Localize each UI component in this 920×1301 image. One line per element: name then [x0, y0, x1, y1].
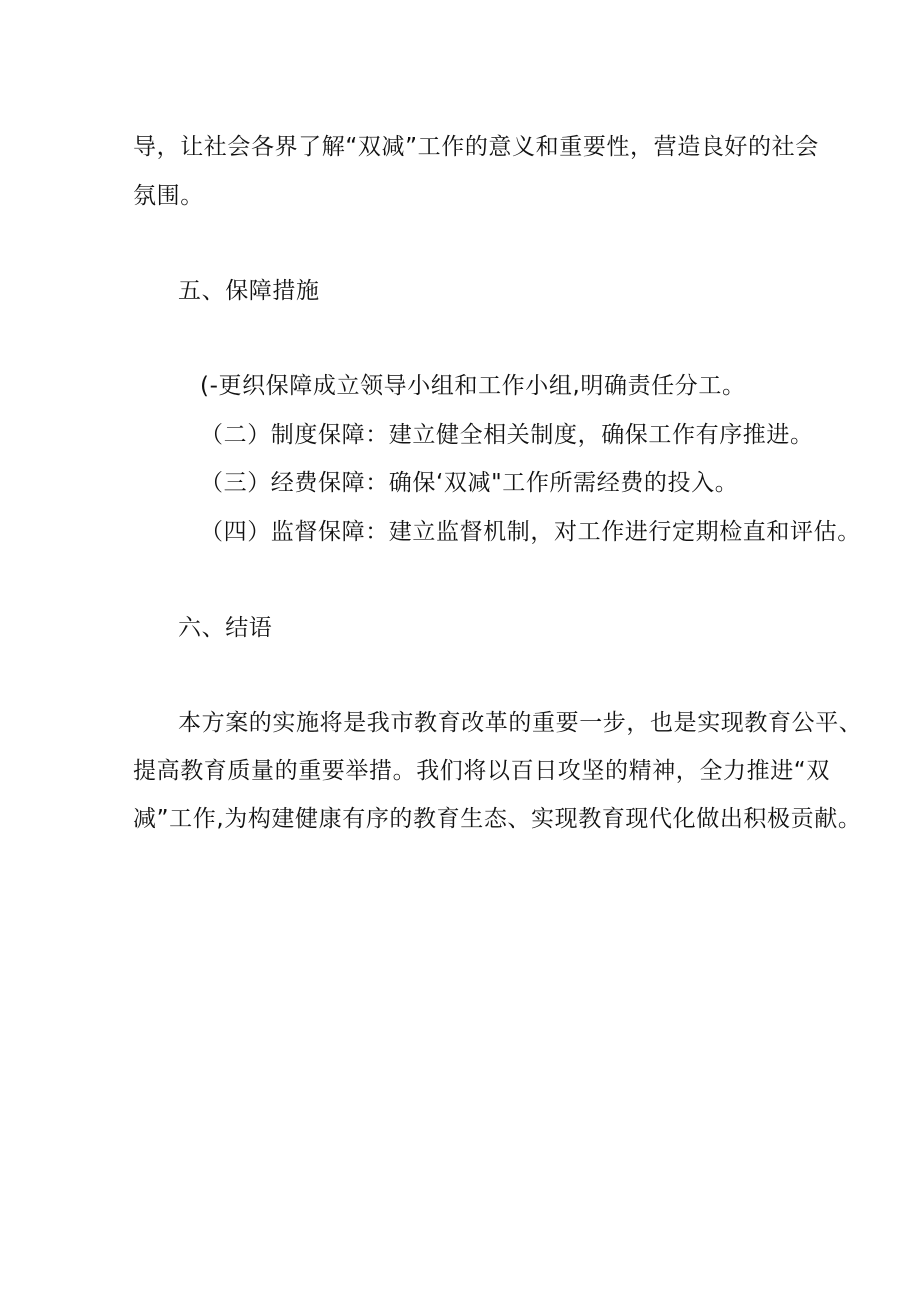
paragraph-line: 氛围。	[133, 183, 204, 209]
list-item: （四）监督保障：建立监督机制，对工作进行定期检直和评估。	[200, 519, 861, 545]
paragraph-line: 减”工作,为构建健康有序的教育生态、实现教育现代化做出积极贡献。	[133, 806, 862, 832]
paragraph-line: 本方案的实施将是我市教育改革的重要一步，也是实现教育公平、	[178, 710, 863, 736]
list-item: （三）经费保障：确保‘双减"工作所需经费的投入。	[200, 470, 739, 496]
paragraph-line: 提高教育质量的重要举措。我们将以百日攻坚的精神，全力推进“双	[133, 758, 830, 784]
list-item: (-更织保障成立领导小组和工作小组,明确责任分工。	[200, 373, 746, 399]
paragraph-line: 导，让社会各界了解“双减”工作的意义和重要性，营造良好的社会	[133, 134, 819, 160]
section-heading-conclusion: 六、结语	[178, 615, 273, 641]
section-heading-guarantees: 五、保障措施	[178, 278, 320, 304]
list-item: （二）制度保障：建立健全相关制度，确保工作有序推进。	[200, 422, 814, 448]
